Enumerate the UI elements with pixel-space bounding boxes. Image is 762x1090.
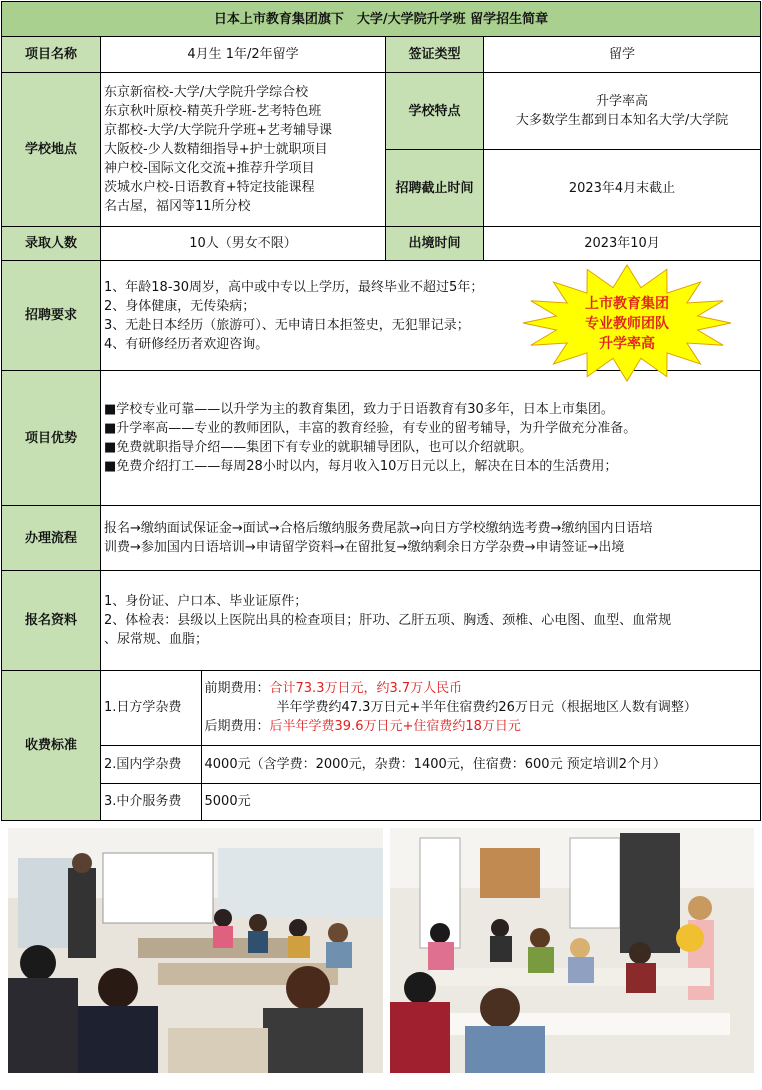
fees-cell xyxy=(101,671,761,821)
label-enrollment: 录取人数 xyxy=(2,227,101,261)
label-fees: 收费标准 xyxy=(2,671,101,821)
fee-japan-detail xyxy=(201,671,760,745)
school-location-line: 东京秋叶原校-精英升学班-艺考特色班 xyxy=(104,104,322,119)
label-project-name: 项目名称 xyxy=(2,37,101,73)
school-location-line: 神户校-国际文化交流+推荐升学项目 xyxy=(104,161,315,176)
value-departure: 2023年10月 xyxy=(484,227,761,261)
fee-later-detail: 后半年学费39.6万日元+住宿费约18万日元 xyxy=(269,719,521,735)
school-location-line: 大阪校-少人数精细指导+护士就职项目 xyxy=(104,142,328,157)
advantage-line: ■免费就职指导介绍——集团下有专业的就职辅导团队，也可以介绍就职。 xyxy=(104,440,533,455)
label-school-location: 学校地点 xyxy=(2,73,101,227)
classroom-photo-students xyxy=(390,828,754,1073)
advantage-line: ■学校专业可靠——以升学为主的教育集团，致力于日语教育有30多年，日本上市集团。 xyxy=(104,402,614,417)
fee-later-label: 后期费用： xyxy=(204,719,270,735)
value-enrollment: 10人（男女不限） xyxy=(101,227,386,261)
value-process xyxy=(101,506,761,571)
value-project-name: 4月生 1年/2年留学 xyxy=(101,37,386,73)
requirement-line: 4、有研修经历者欢迎咨询。 xyxy=(104,336,269,352)
label-deadline: 招聘截止时间 xyxy=(386,150,484,227)
document-line: 1、身份证、户口本、毕业证原件； xyxy=(104,594,308,609)
value-school-features xyxy=(484,73,761,150)
value-school-locations xyxy=(101,73,386,227)
fee-japan-label: 1.日方学杂费 xyxy=(101,671,201,745)
document-line: 、尿常规、血脂； xyxy=(104,632,209,647)
starburst-line: 升学率高 xyxy=(599,336,655,352)
school-location-line: 京都校-大学/大学院升学班+艺考辅导课 xyxy=(104,123,332,138)
process-line: 训费→参加国内日语培训→申请留学资料→在留批复→缴纳剩余日方学杂费→申请签证→出境 xyxy=(104,540,625,555)
school-location-line: 名古屋，福冈等11所分校 xyxy=(104,199,251,214)
starburst-shape xyxy=(522,264,732,382)
page-title: 日本上市教育集团旗下 大学/大学院升学班 留学招生简章 xyxy=(2,2,761,37)
fee-early-label: 前期费用： xyxy=(204,681,270,697)
fees-table xyxy=(101,671,760,820)
fee-agency-label: 3.中介服务费 xyxy=(101,783,201,820)
value-advantages xyxy=(101,371,761,506)
label-departure: 出境时间 xyxy=(386,227,484,261)
label-advantages: 项目优势 xyxy=(2,371,101,506)
fee-early-detail: 半年学费约47.3万日元+半年住宿费约26万日元（根据地区人数有调整） xyxy=(276,700,697,716)
school-feature-line: 升学率高 xyxy=(596,94,649,109)
requirement-line: 1、年龄18-30周岁，高中或中专以上学历，最终毕业不超过5年； xyxy=(104,279,484,295)
fee-early-line xyxy=(205,679,761,698)
starburst-line: 上市教育集团 xyxy=(585,296,669,312)
requirement-line: 3、无赴日本经历（旅游可）、无申请日本拒签史，无犯罪记录； xyxy=(104,317,470,333)
starburst-badge xyxy=(522,264,732,382)
school-location-line: 东京新宿校-大学/大学院升学综合校 xyxy=(104,85,309,100)
label-visa-type: 签证类型 xyxy=(386,37,484,73)
requirement-line: 2、身体健康，无传染病； xyxy=(104,298,256,314)
value-documents xyxy=(101,571,761,671)
fee-domestic-label: 2.国内学杂费 xyxy=(101,745,201,783)
fee-domestic-detail: 4000元（含学费：2000元，杂费：1400元，住宿费：600元 预定培训2个月） xyxy=(201,745,760,783)
school-location-line: 茨城水户校-日语教育+特定技能课程 xyxy=(104,180,315,195)
label-school-features: 学校特点 xyxy=(386,73,484,150)
fee-early-total: 合计73.3万日元，约3.7万人民币 xyxy=(269,681,463,697)
label-process: 办理流程 xyxy=(2,506,101,571)
fee-agency-detail: 5000元 xyxy=(204,794,251,810)
label-requirements: 招聘要求 xyxy=(2,261,101,371)
value-deadline: 2023年4月末截止 xyxy=(484,150,761,227)
value-visa-type: 留学 xyxy=(484,37,761,73)
process-line: 报名→缴纳面试保证金→面试→合格后缴纳服务费尾款→向日方学校缴纳选考费→缴纳国内日语培 xyxy=(104,521,653,536)
starburst-line: 专业教师团队 xyxy=(585,316,669,332)
fee-later-line xyxy=(205,717,761,736)
document-line: 2、体检表：县级以上医院出具的检查项目；肝功、乙肝五项、胸透、颈椎、心电图、血型、血常规 xyxy=(104,613,672,628)
classroom-photo-lecture xyxy=(8,828,383,1073)
school-feature-line: 大多数学生都到日本知名大学/大学院 xyxy=(515,113,729,128)
label-documents: 报名资料 xyxy=(2,571,101,671)
brochure-table xyxy=(1,1,761,821)
advantage-line: ■升学率高——专业的教师团队，丰富的教育经验，有专业的留考辅导，为升学做充分准备。 xyxy=(104,421,637,436)
advantage-line: ■免费介绍打工——每周28小时以内，每月收入10万日元以上，解决在日本的生活费用； xyxy=(104,459,618,474)
